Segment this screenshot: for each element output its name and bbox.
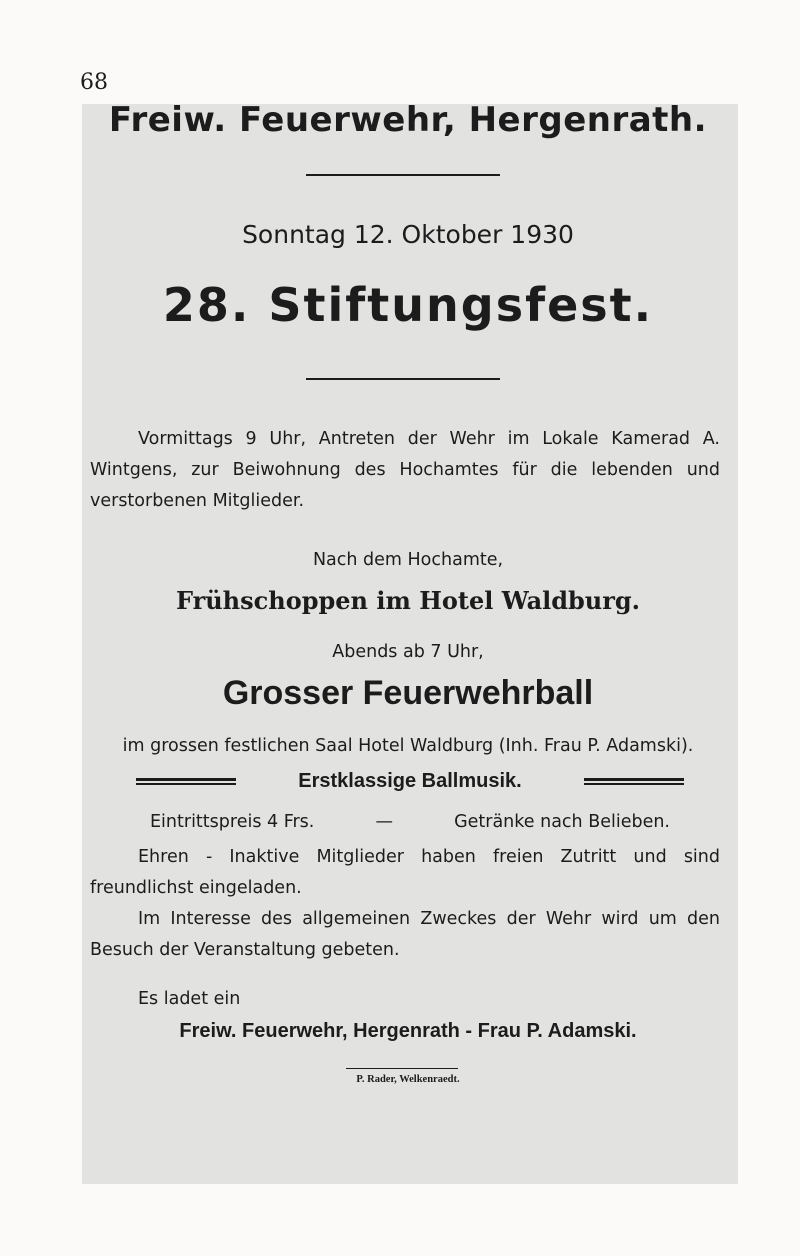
morning-program: Vormittags 9 Uhr, Antreten der Wehr im Lokale Kamerad A. Wintgens, zur Beiwohnung des Hochamtes für die lebenden und verstorbenen Mitglieder.	[90, 429, 720, 511]
page-number: 68	[80, 70, 108, 95]
divider-top	[306, 174, 500, 176]
double-rule-right	[584, 778, 684, 785]
poster-title: Freiw. Feuerwehr, Hergenrath.	[108, 100, 708, 140]
interest-note: Im Interesse des allgemeinen Zweckes der Wehr wird um den Besuch der Veranstaltung gebeten.	[90, 909, 720, 960]
printer-rule	[346, 1068, 458, 1069]
invite-line: Es ladet ein	[138, 989, 241, 1009]
ball-heading: Grosser Feuerwehrball	[222, 674, 594, 712]
entry-row	[150, 812, 670, 832]
signature-line: Freiw. Feuerwehr, Hergenrath - Frau P. Adamski.	[179, 1020, 637, 1042]
printer-credit: P. Rader, Welkenraedt.	[356, 1074, 460, 1085]
event-date: Sonntag 12. Oktober 1930	[242, 220, 574, 249]
entry-price: Eintrittspreis 4 Frs.	[150, 812, 315, 832]
fruehschoppen-line: Frühschoppen im Hotel Waldburg.	[175, 586, 641, 615]
evening-time: Abends ab 7 Uhr,	[332, 642, 484, 662]
ballmusik-row	[136, 770, 684, 793]
after-mass: Nach dem Hochamte,	[312, 550, 504, 570]
divider-bottom	[306, 378, 500, 380]
ballmusik-text: Erstklassige Ballmusik.	[298, 770, 522, 792]
event-name: 28. Stiftungsfest.	[162, 278, 654, 332]
double-rule-left	[136, 778, 236, 785]
entry-dash: —	[375, 812, 393, 832]
honorary-members: Ehren - Inaktive Mitglieder haben freien Zutritt und sind freundlichst eingeladen.	[90, 847, 720, 898]
venue-line: im grossen festlichen Saal Hotel Waldburg (Inh. Frau P. Adamski).	[122, 736, 694, 756]
drinks-note: Getränke nach Belieben.	[454, 812, 670, 832]
